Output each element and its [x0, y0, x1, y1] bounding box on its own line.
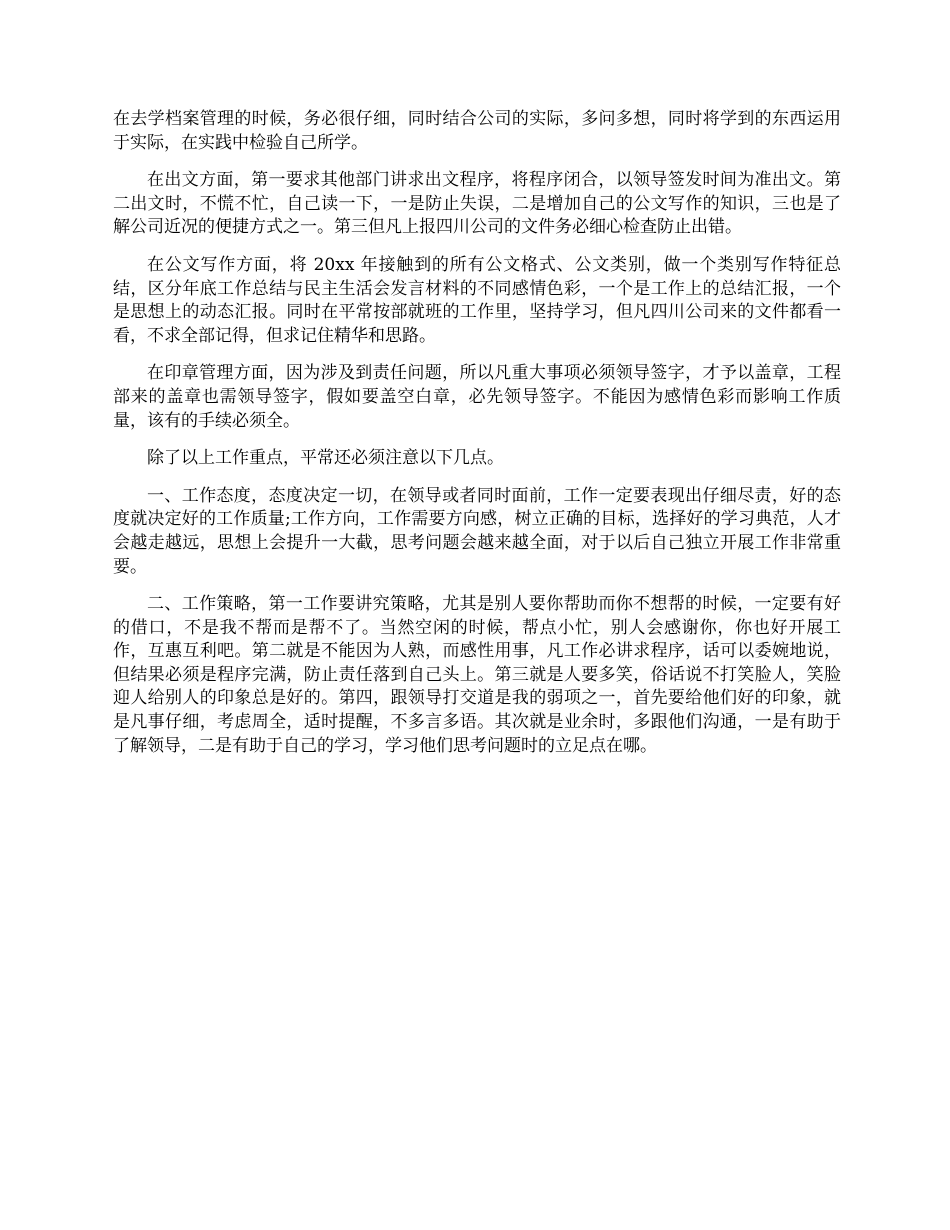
- paragraph-7: 二、工作策略，第一工作要讲究策略，尤其是别人要你帮助而你不想帮的时候，一定要有好的借口，不是我不帮而是帮不了。当然空闲的时候，帮点小忙，别人会感谢你，你也好开展工作，互惠互利吧。第二就是不能因为人熟，而感性用事，凡工作必讲求程序，话可以委婉地说，但结果必须是程序完满，防止责任落到自己头上。第三就是人要多笑，俗话说不打笑脸人，笑脸迎人给别人的印象总是好的。第四，跟领导打交道是我的弱项之一，首先要给他们好的印象，就是凡事仔细，考虑周全，适时提醒，不多言多语。其次就是业余时，多跟他们沟通，一是有助于了解领导，二是有助于自己的学习，学习他们思考问题时的立足点在哪。: [113, 594, 841, 756]
- paragraph-6: 一、工作态度，态度决定一切，在领导或者同时面前，工作一定要表现出仔细尽责，好的态度就决定好的工作质量;工作方向，工作需要方向感，树立正确的目标，选择好的学习典范，人才会越走越远，思想上会提升一大截，思考问题会越来越全面，对于以后自己独立开展工作非常重要。: [113, 485, 841, 577]
- document-body: [113, 108, 841, 772]
- paragraph-2: 在出文方面，第一要求其他部门讲求出文程序，将程序闭合，以领导签发时间为准出文。第二出文时，不慌不忙，自己读一下，一是防止失误，二是增加自己的公文写作的知识，三也是了解公司近况的便捷方式之一。第三但凡上报四川公司的文件务必细心检查防止出错。: [113, 170, 841, 238]
- paragraph-3: 在公文写作方面，将 20xx 年接触到的所有公文格式、公文类别，做一个类别写作特征总结，区分年底工作总结与民主生活会发言材料的不同感情色彩，一个是工作上的总结汇报，一个是思想上的动态汇报。同时在平常按部就班的工作里，坚持学习，但凡四川公司来的文件都看一看，不求全部记得，但求记住精华和思路。: [113, 254, 841, 346]
- paragraph-5: 除了以上工作重点，平常还必须注意以下几点。: [147, 448, 504, 469]
- paragraph-4: 在印章管理方面，因为涉及到责任问题，所以凡重大事项必须领导签字，才予以盖章，工程部来的盖章也需领导签字，假如要盖空白章，必先领导签字。不能因为感情色彩而影响工作质量，该有的手续必须全。: [113, 363, 841, 431]
- paragraph-1: 在去学档案管理的时候，务必很仔细，同时结合公司的实际，多问多想，同时将学到的东西运用于实际，在实践中检验自己所学。: [113, 109, 841, 153]
